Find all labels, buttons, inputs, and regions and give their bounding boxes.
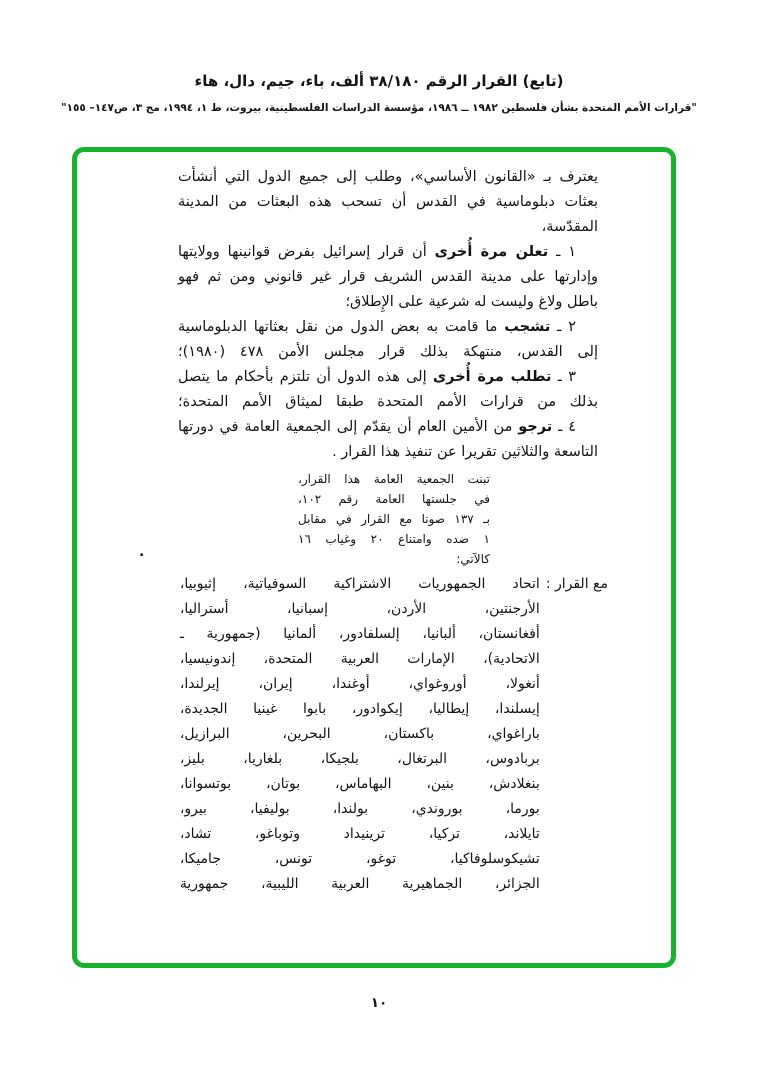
text-segment: إلى هذه الدول أن تلتزم بأحكام ما يتصل [178,369,433,385]
adoption-note [298,469,490,569]
text-line: باراغواي، باكستان، البحرين، البرازيل، [179,726,540,742]
text-segment: التاسعة والثلاثين تقريرا عن تنفيذ هذا القرار . [332,444,598,460]
bold-text-segment: تطلب مرة أُخرى [432,369,552,385]
text-segment: ٣ ـ [551,369,576,385]
text-segment: ما قامت به بعض الدول من نقل بعثاتها الدبلوماسية [178,319,505,335]
source-citation: "قرارات الأمم المتحدة بشأن فلسطين ١٩٨٢ ــ ١٩٨٦، مؤسسة الدراسات الفلسطينية، بيروت، ط ١، ١٩٩٤، مج ٣، ص١٤٧– ١٥٥" [61,102,697,114]
text-line [178,165,598,190]
text-segment: يعترف بـ «القانون الأساسي»، وطلب إلى جميع الدول التي أنشأت [178,169,598,185]
text-segment: بعثات دبلوماسية في القدس أن تسحب هذه البعثات من المدينة [178,194,598,210]
text-line [178,290,598,315]
bold-text-segment: تشجب [504,319,551,335]
text-line: الجزائر، الجماهيرية العربية الليبية، جمهورية [179,876,540,892]
text-line: تشيكوسلوفاكيا، توغو، تونس، جاميكا، [179,851,540,867]
vote-with-country-list [180,572,540,897]
page-number: ١٠ [370,995,388,1011]
adoption-lines [298,469,490,549]
text-line: في جلستها العامة رقم ١٠٢، [298,492,490,506]
vote-with-label: مع القرار : [545,576,608,592]
text-line: أنغولا، أوروغواي، أوغندا، إيران، إيرلندا، [179,676,540,692]
text-segment: وإدارتها على مدينة القدس الشريف قرار غير قانوني ومن ثم فهو [178,269,598,285]
adoption-tail: كالآتي: [456,552,490,566]
text-line [178,190,598,215]
text-segment: ٤ ـ [552,419,576,435]
stray-period-mark: . [139,544,145,560]
text-line: ١ ضده وامتناع ٢٠ وغياب ١٦ [298,532,490,546]
text-segment: إلى القدس، منتهكة بذلك قرار مجلس الأمن ٤٧٨ (١٩٨٠)؛ [178,344,598,360]
text-line [178,215,598,240]
text-line: بنغلادش، بنين، البهاماس، بوتان، بوتسوانا، [179,776,540,792]
text-line: الأرجنتين، الأردن، إسبانيا، أستراليا، [179,601,540,617]
text-line: بربادوس، البرتغال، بلجيكا، بلغاريا، بليز، [179,751,540,767]
text-line: تبنت الجمعية العامة هذا القرار، [298,472,490,486]
text-line: بورما، بوروندي، بولندا، بوليفيا، بيرو، [179,801,540,817]
text-line [178,340,598,365]
text-line [178,415,598,440]
text-line [178,365,598,390]
text-segment: باطل ولاغ وليست له شرعية على الإِطلاق؛ [345,294,598,310]
text-line: إيسلندا، إيطاليا، إيكوادور، بابوا غينيا الجديدة، [179,701,540,717]
resolution-title: (تابع) القرار الرقم ٣٨/١٨٠ ألف، باء، جيم، دال، هاء [194,72,564,90]
text-line [178,265,598,290]
text-line [178,315,598,340]
text-segment: المقدّسة، [541,219,598,235]
text-line: اتحاد الجمهوريات الاشتراكية السوفياتية، إثيوبيا، [179,576,540,592]
text-segment: من الأمين العام أن يقدّم إلى الجمعية العامة في دورتها [178,419,519,435]
text-segment: ١ ـ [548,244,577,260]
text-line: تايلاند، تركيا، ترينيداد وتوباغو، تشاد، [179,826,540,842]
text-line [178,240,598,265]
text-line: بـ ١٣٧ صوتا مع القرار في مقابل [298,512,491,526]
frame-content [77,152,671,963]
text-line: أفغانستان، ألبانيا، إلسلفادور، ألمانيا (جمهورية ـ [179,626,540,642]
resolution-body-text [178,165,598,465]
bold-text-segment: ترجو [518,419,553,435]
text-line [178,390,598,415]
bold-text-segment: تعلن مرة أُخرى [434,244,549,260]
text-segment: بذلك من قرارات الأمم المتحدة طبقا لميثاق الأمم المتحدة؛ [178,394,598,410]
text-segment: أن قرار إسرائيل بفرض قوانينها وولايتها [178,244,435,260]
vote-with-row [77,572,608,897]
green-border-frame [72,147,676,968]
text-line: الاتحادية)، الإمارات العربية المتحدة، إندونيسيا، [179,651,540,667]
text-segment: ٢ ـ [550,319,576,335]
text-line [178,440,598,465]
